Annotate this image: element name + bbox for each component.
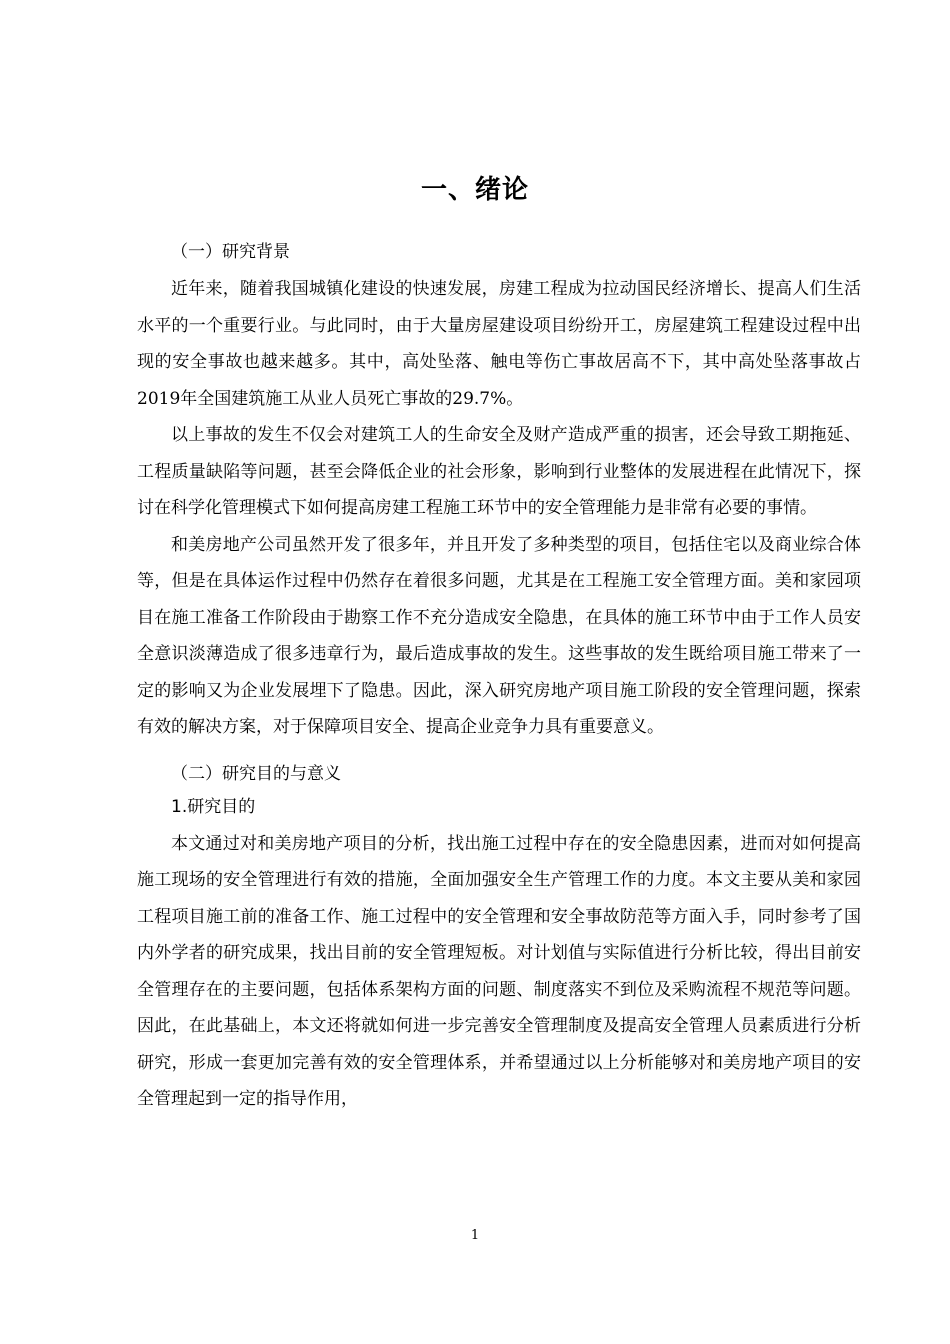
section-heading-purpose-significance: （二）研究目的与意义 (171, 763, 341, 784)
subsection-heading-research-purpose: 1.研究目的 (171, 796, 256, 817)
paragraph: 本文通过对和美房地产项目的分析，找出施工过程中存在的安全隐患因素，进而对如何提高施工现场的安全管理进行有效的措施，全面加强安全生产管理工作的力度。本文主要从美和家园工程项目施工前的准备工作、施工过程中的安全管理和安全事故防范等方面入手，同时参考了国内外学者的研究成果，找出目前的安全管理短板。对计划值与实际值进行分析比较，得出目前安全管理存在的主要问题，包括体系架构方面的问题、制度落实不到位及采购流程不规范等问题。因此，在此基础上，本文还将就如何进一步完善安全管理制度及提高安全管理人员素质进行分析研究，形成一套更加完善有效的安全管理体系，并希望通过以上分析能够对和美房地产项目的安全管理起到一定的指导作用， (137, 833, 861, 1109)
paragraph: 以上事故的发生不仅会对建筑工人的生命安全及财产造成严重的损害，还会导致工期拖延、工程质量缺陷等问题，甚至会降低企业的社会形象，影响到行业整体的发展进程在此情况下，探讨在科学化管理模式下如何提高房建工程施工环节中的安全管理能力是非常有必要的事情。 (137, 425, 861, 518)
paragraph: 近年来，随着我国城镇化建设的快速发展，房建工程成为拉动国民经济增长、提高人们生活水平的一个重要行业。与此同时，由于大量房屋建设项目纷纷开工，房屋建筑工程建设过程中出现的安全事故也越来越多。其中，高处坠落、触电等伤亡事故居高不下，其中高处坠落事故占2019年全国建筑施工从业人员死亡事故的29.7%。 (137, 279, 861, 409)
chapter-title: 一、绪论 (420, 175, 529, 205)
document-body (137, 236, 861, 1118)
paragraph: 和美房地产公司虽然开发了很多年，并且开发了多种类型的项目，包括住宅以及商业综合体等，但是在具体运作过程中仍然存在着很多问题，尤其是在工程施工安全管理方面。美和家园项目在施工准备工作阶段由于勘察工作不充分造成安全隐患，在具体的施工环节中由于工作人员安全意识淡薄造成了很多违章行为，最后造成事故的发生。这些事故的发生既给项目施工带来了一定的影响又为企业发展埋下了隐患。因此，深入研究房地产项目施工阶段的安全管理问题，探索有效的解决方案，对于保障项目安全、提高企业竞争力具有重要意义。 (137, 534, 861, 737)
section-research-purpose (137, 826, 861, 1118)
section-research-background (137, 271, 861, 746)
section-heading-research-background: （一）研究背景 (171, 242, 290, 262)
page-number: 1 (470, 1228, 480, 1243)
